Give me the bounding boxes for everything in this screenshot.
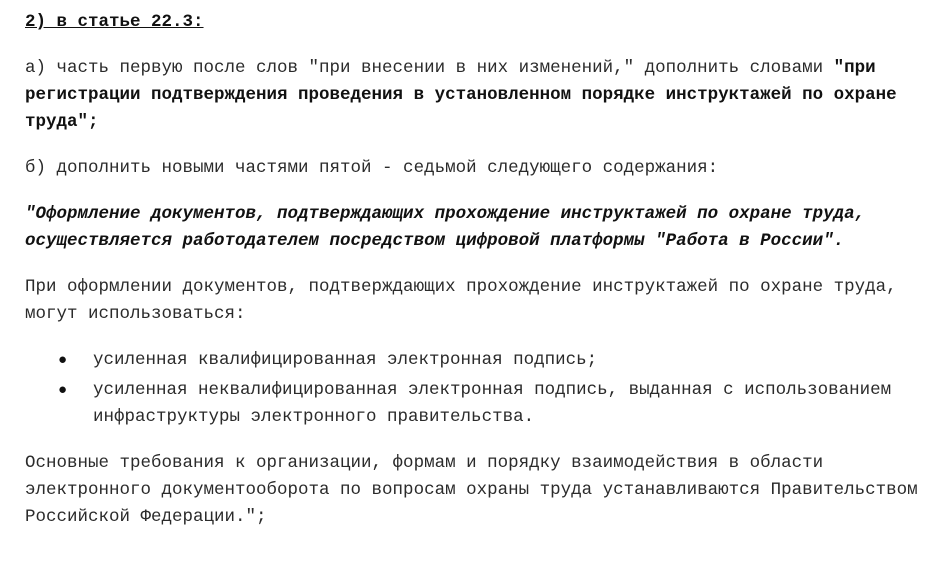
paragraph-b: б) дополнить новыми частями пятой - седьмой следующего содержания: [25, 158, 719, 178]
list-item [25, 347, 940, 374]
list-item [25, 377, 940, 431]
list-item-text: усиленная неквалифицированная электронная подпись, выданная с использованием инфраструктуры электронного правительства. [93, 380, 892, 427]
paragraph-a [25, 55, 940, 136]
paragraph-a-inserted-words: "при регистрации подтверждения проведения в установленном порядке инструктажей по охране труда"; [25, 58, 897, 132]
signature-list [25, 347, 940, 431]
paragraph-signature-intro: При оформлении документов, подтверждающих прохождение инструктажей по охране труда, могут использоваться: [25, 277, 897, 324]
section-heading: 2) в статье 22.3: [25, 12, 204, 32]
quoted-part-five: "Оформление документов, подтверждающих прохождение инструктажей по охране труда, осуществляется работодателем посредством цифровой платформы "Работа в России". [25, 204, 866, 251]
bullet-icon: ● [58, 352, 68, 369]
document-body [25, 0, 940, 531]
paragraph-a-text: а) часть первую после слов "при внесении в них изменений," дополнить словами [25, 58, 834, 78]
bullet-icon: ● [58, 382, 68, 399]
paragraph-final: Основные требования к организации, формам и порядку взаимодействия в области электронного документооборота по вопросам охраны труда устанавливаются Правительством Российской Федерации."; [25, 453, 918, 527]
list-item-text: усиленная квалифицированная электронная подпись; [93, 350, 598, 370]
